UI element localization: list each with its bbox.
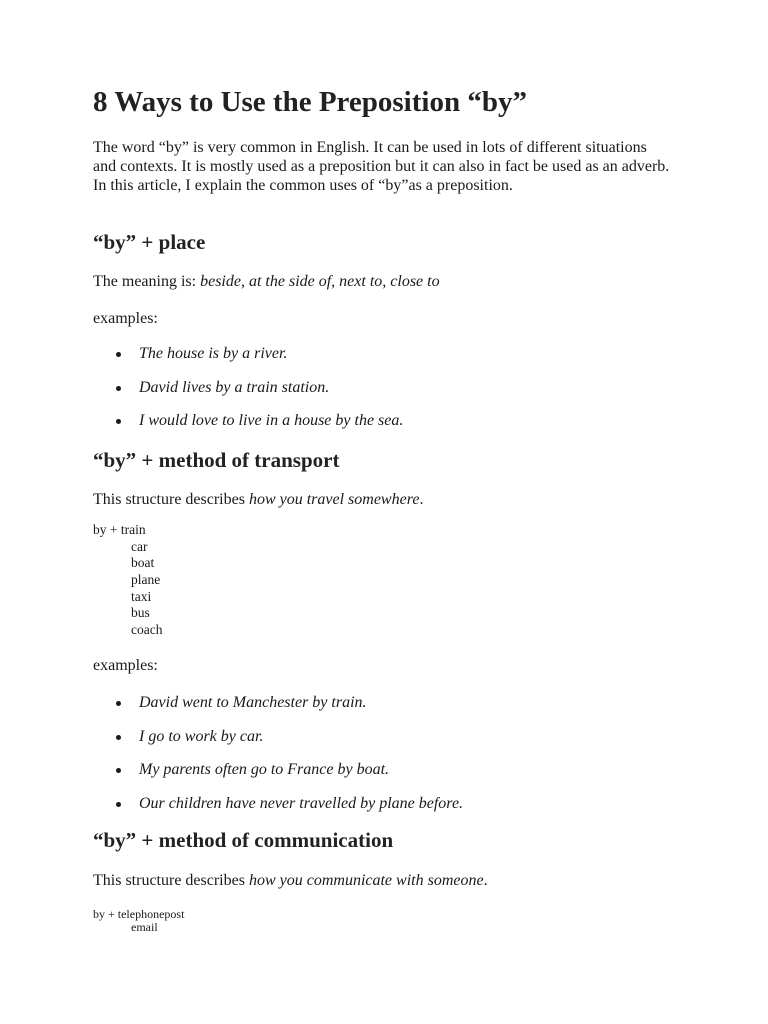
description-prefix: This structure describes — [93, 872, 249, 889]
list-item: car — [131, 538, 148, 554]
examples-label: examples: — [93, 657, 158, 674]
examples-list-place — [93, 345, 403, 446]
section-heading-place: “by” + place — [93, 230, 206, 254]
list-item — [93, 379, 403, 413]
bullet-icon — [116, 386, 121, 391]
description-suffix: . — [419, 491, 424, 508]
description-suffix: . — [483, 872, 488, 889]
example-text: I would love to live in a house by the sea. — [139, 412, 404, 429]
section-heading-transport: “by” + method of transport — [93, 448, 340, 472]
example-text: David went to Manchester by train. — [139, 694, 367, 711]
list-item: by + telephonepost — [93, 907, 185, 921]
examples-label: examples: — [93, 310, 158, 327]
description-prefix: The meaning is: — [93, 273, 201, 290]
list-item — [93, 345, 403, 379]
bullet-icon — [116, 352, 121, 357]
transport-options-list — [93, 522, 162, 639]
bullet-icon — [116, 419, 121, 424]
list-item — [93, 694, 463, 728]
bullet-icon — [116, 768, 121, 773]
list-item: plane — [131, 572, 161, 588]
list-item — [93, 412, 403, 446]
example-text: Our children have never travelled by plane before. — [139, 794, 464, 812]
list-item: email — [131, 920, 158, 934]
list-item: boat — [131, 555, 155, 571]
section-place-description — [93, 273, 440, 291]
communication-options-list — [93, 908, 184, 934]
intro-paragraph: The word “by” is very common in English. It can be used in lots of different situations and contexts. It is mostly used as a preposition but it can also in fact be used as an adverb. In this article, I explain the common uses of “by”as a preposition. — [93, 139, 670, 194]
description-emphasis: how you communicate with someone — [248, 872, 484, 889]
bullet-icon — [116, 701, 121, 706]
examples-list-transport — [93, 694, 463, 828]
list-item: by + train — [93, 522, 146, 537]
example-text: David lives by a train station. — [139, 378, 330, 396]
example-text: The house is by a river. — [139, 345, 288, 362]
description-emphasis: beside, at the side of, next to, close to — [200, 273, 440, 290]
list-item: coach — [131, 622, 163, 638]
bullet-icon — [116, 735, 121, 740]
list-item: bus — [131, 605, 150, 621]
example-text: I go to work by car. — [139, 727, 264, 745]
list-item — [93, 761, 463, 795]
section-transport-description — [93, 491, 423, 509]
example-text: My parents often go to France by boat. — [139, 761, 390, 778]
list-item — [93, 795, 463, 829]
section-communication-description — [93, 872, 488, 890]
list-item: taxi — [131, 588, 152, 604]
description-emphasis: how you travel somewhere — [248, 491, 420, 508]
list-item — [93, 728, 463, 762]
bullet-icon — [116, 802, 121, 807]
section-heading-communication: “by” + method of communication — [93, 828, 394, 852]
description-prefix: This structure describes — [93, 491, 249, 508]
page-title: 8 Ways to Use the Preposition “by” — [93, 86, 527, 118]
